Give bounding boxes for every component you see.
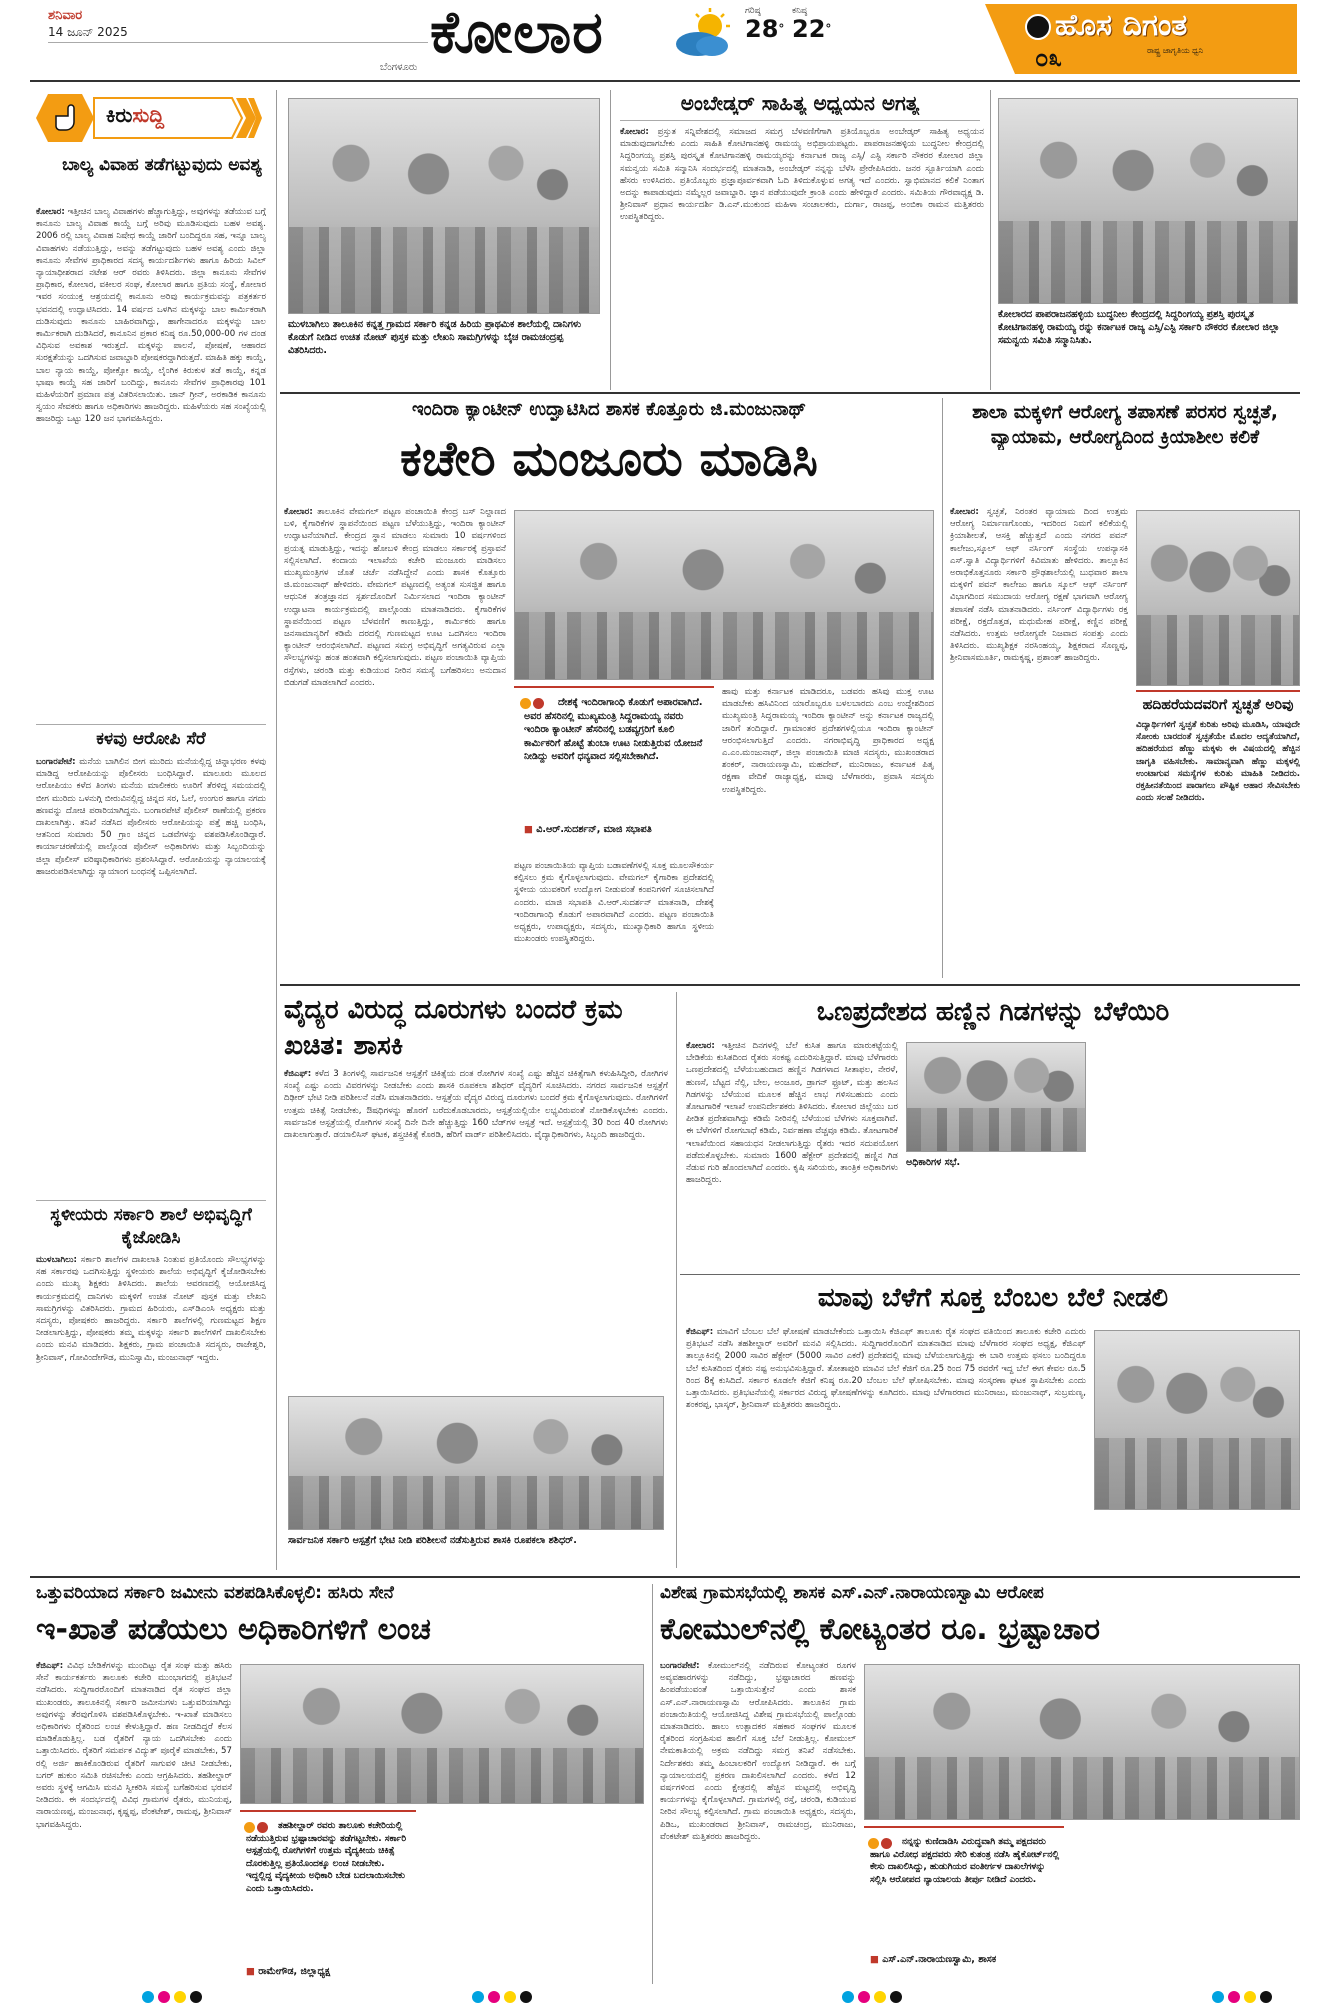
weather-max <box>745 6 785 42</box>
lancha-text: ವಿವಿಧ ಬೇಡಿಕೆಗಳನ್ನು ಮುಂದಿಟ್ಟು ರೈತ ಸಂಘ ಮತ್ತು ಹಸಿರು ಸೇನೆ ಕಾರ್ಯಕರ್ತರು ತಾಲೂಕು ಕಚೇರಿ ಮುಂಭಾಗದಲ್ಲಿ ಪ್ರತಿಭಟನೆ ನಡೆಸಿದರು. ಸುದ್ದಿಗಾರರೊಂದಿಗೆ ಮಾತನಾಡಿದ ರೈತ ಸಂಘದ ಜಿಲ್ಲಾ ಮುಖಂಡರು, ತಾಲೂಕಿನಲ್ಲಿ ಸರ್ಕಾರಿ ಜಮೀನುಗಳು ಒತ್ತುವರಿಯಾಗಿದ್ದು ಅವುಗಳನ್ನು ತೆರವುಗೊಳಿಸಿ ವಶಪಡಿಸಿಕೊಳ್ಳಬೇಕು. ಇ-ಖಾತೆ ಮಾಡಿಸಲು ಅಧಿಕಾರಿಗಳು ರೈತರಿಂದ ಲಂಚ ಕೇಳುತ್ತಿದ್ದಾರೆ. ಹಣ ನೀಡದಿದ್ದರೆ ಕೆಲಸ ಮಾಡಿಕೊಡುತ್ತಿಲ್ಲ. ಬಡ ರೈತರಿಗೆ ನ್ಯಾಯ ಒದಗಿಸಬೇಕು ಎಂದು ಒತ್ತಾಯಿಸಿದರು. ರೈತರಿಗೆ ಸಮರ್ಪಕ ವಿದ್ಯುತ್ ಪೂರೈಕೆ ಮಾಡಬೇಕು, 57 ರಲ್ಲಿ ಅರ್ಜಿ ಹಾಕಿಕೊಂಡಿರುವ ರೈತರಿಗೆ ಸಾಗುವಳಿ ಚೀಟಿ ನೀಡಬೇಕು, ಬಗರ್ ಹುಕುಂ ಸಮಿತಿ ರಚಿಸಬೇಕು ಎಂದು ಆಗ್ರಹಿಸಿದರು. ತಹಶೀಲ್ದಾರ್ ಅವರು ಸ್ಥಳಕ್ಕೆ ಆಗಮಿಸಿ ಮನವಿ ಸ್ವೀಕರಿಸಿ ಸಮಸ್ಯೆ ಬಗೆಹರಿಸುವ ಭರವಸೆ ನೀಡಿದರು. ಈ ಸಂದರ್ಭದಲ್ಲಿ ವಿವಿಧ ಗ್ರಾಮಗಳ ರೈತರು, ಮುನಿಯಪ್ಪ, ನಾರಾಯಣಪ್ಪ, ಮಂಜುನಾಥ, ಕೃಷ್ಣಪ್ಪ, ವೆಂಕಟೇಶ್, ರಾಮಪ್ಪ, ಶ್ರೀನಿವಾಸ್ ಭಾಗವಹಿಸಿದ್ದರು. <box>36 1661 232 1830</box>
sthaliya-headline: ಸ್ಥಳೀಯರು ಸರ್ಕಾರಿ ಶಾಲೆ ಅಭಿವೃದ್ಧಿಗೆ ಕೈಜೋಡಿಸಿ <box>50 1205 252 1248</box>
kacheri-quote-name: ವಿ.ಆರ್.ಸುದರ್ಶನ್, <box>536 824 601 835</box>
kacheri-text-left: ತಾಲೂಕಿನ ವೇಮಗಲ್ ಪಟ್ಟಣ ಪಂಚಾಯಿತಿ ಕೇಂದ್ರ ಬಸ್ ನಿಲ್ದಾಣದ ಬಳಿ, ಕೈಗಾರಿಕೆಗಳ ಸ್ಥಾಪನೆಯಿಂದ ಪಟ್ಟಣ ಬೆಳೆಯುತ್ತಿದ್ದು, ಇಂದಿರಾ ಕ್ಯಾಂಟೀನ್ ಉದ್ಘಾಟನೆಯಾಗಿದೆ. ಕೇಂದ್ರದ ಸ್ಥಾನ ಮಾಡಲು ಸುಮಾರು 10 ವರ್ಷಗಳಿಂದ ಪ್ರಯತ್ನ ಮಾಡುತ್ತಿದ್ದು, ಇದನ್ನು ಹೋಬಳಿ ಕೇಂದ್ರ ಮಾಡಲು ಸರ್ಕಾರಕ್ಕೆ ಪ್ರಸ್ತಾವನೆ ಸಲ್ಲಿಸಲಾಗಿದೆ. ಕಂದಾಯ ಇಲಾಖೆಯ ಕಚೇರಿ ಮಂಜೂರು ಮಾಡಿಸಲು ಮುಖ್ಯಮಂತ್ರಿಗಳ ಜೊತೆ ಚರ್ಚೆ ನಡೆಸಿದ್ದೇನೆ ಎಂದು ಶಾಸಕ ಕೊತ್ತೂರು ಜಿ.ಮಂಜುನಾಥ್ ಹೇಳಿದರು. ವೇಮಗಲ್ ಪಟ್ಟಣದಲ್ಲಿ ಅತ್ಯಂತ ಸುಸಜ್ಜಿತ ಹಾಗೂ ಆಧುನಿಕ ತಂತ್ರಜ್ಞಾನದ ಸ್ಪರ್ಶದೊಂದಿಗೆ ನಿರ್ಮಿಸಲಾದ ಇಂದಿರಾ ಕ್ಯಾಂಟೀನ್ ಉದ್ಘಾಟನಾ ಕಾರ್ಯಕ್ರಮದಲ್ಲಿ ಪಾಲ್ಗೊಂಡು ಮಾತನಾಡಿದರು. ಕೈಗಾರಿಕೆಗಳ ಸ್ಥಾಪನೆಯಿಂದ ಪಟ್ಟಣ ಬೆಳವಣಿಗೆ ಕಾಣುತ್ತಿದ್ದು, ಕಾರ್ಮಿಕರು ಹಾಗೂ ಜನಸಾಮಾನ್ಯರಿಗೆ ಕಡಿಮೆ ದರದಲ್ಲಿ ಗುಣಮಟ್ಟದ ಊಟ ಒದಗಿಸಲು ಇಂದಿರಾ ಕ್ಯಾಂಟೀನ್ ಆರಂಭಿಸಲಾಗಿದೆ. ಪಟ್ಟಣದ ಸಮಗ್ರ ಅಭಿವೃದ್ಧಿಗೆ ಅಗತ್ಯವಿರುವ ಎಲ್ಲಾ ಸೌಲಭ್ಯಗಳನ್ನು ಹಂತ ಹಂತವಾಗಿ ಕಲ್ಪಿಸಲಾಗುವುದು. ಪಟ್ಟಣ ಪಂಚಾಯಿತಿ ವ್ಯಾಪ್ತಿಯ ರಸ್ತೆಗಳು, ಚರಂಡಿ ಮತ್ತು ಕುಡಿಯುವ ನೀರಿನ ಸಮಸ್ಯೆ ಬಗೆಹರಿಸಲು ಅನುದಾನ ಬಿಡುಗಡೆ ಮಾಡಲಾಗಿದೆ ಎಂದರು. <box>284 507 506 688</box>
kirusuddi-label-a: ಕಿರು <box>106 103 133 127</box>
lancha-kicker: ಒತ್ತುವರಿಯಾದ ಸರ್ಕಾರಿ ಜಮೀನು ವಶಪಡಿಸಿಕೊಳ್ಳಲಿ: ಹಸಿರು ಸೇನೆ <box>36 1584 394 1603</box>
kalavu-text: ಮನೆಯ ಬಾಗಿಲಿನ ಬೀಗ ಮುರಿದು ಮನೆಯಲ್ಲಿದ್ದ ಚಿನ್ನಾಭರಣ ಕಳವು ಮಾಡಿದ್ದ ಆರೋಪಿಯನ್ನು ಪೊಲೀಸರು ಬಂಧಿಸಿದ್ದಾರೆ. ಮಾಲೂರು ಮೂಲದ ಆರೋಪಿಯು ಕಳೆದ ತಿಂಗಳು ಮನೆಯ ಮಾಲೀಕರು ಊರಿಗೆ ತೆರಳಿದ್ದ ಸಮಯದಲ್ಲಿ ಬೀಗ ಮುರಿದು ಒಳನುಗ್ಗಿ ಬೀರುವಿನಲ್ಲಿದ್ದ ಚಿನ್ನದ ಸರ, ಓಲೆ, ಉಂಗುರ ಹಾಗೂ ನಗದು ಹಣವನ್ನು ದೋಚಿ ಪರಾರಿಯಾಗಿದ್ದನು. ಬಂಗಾರಪೇಟೆ ಪೊಲೀಸ್ ಠಾಣೆಯಲ್ಲಿ ಪ್ರಕರಣ ದಾಖಲಾಗಿತ್ತು. ತನಿಖೆ ನಡೆಸಿದ ಪೊಲೀಸರು ಆರೋಪಿಯನ್ನು ಪತ್ತೆ ಹಚ್ಚಿ ಬಂಧಿಸಿ, ಆತನಿಂದ ಸುಮಾರು 50 ಗ್ರಾಂ ಚಿನ್ನದ ಒಡವೆಗಳನ್ನು ವಶಪಡಿಸಿಕೊಂಡಿದ್ದಾರೆ. ಕಾರ್ಯಾಚರಣೆಯಲ್ಲಿ ಪಾಲ್ಗೊಂಡ ಪೊಲೀಸ್ ಅಧಿಕಾರಿಗಳು ಮತ್ತು ಸಿಬ್ಬಂದಿಯನ್ನು ಜಿಲ್ಲಾ ಪೊಲೀಸ್ ವರಿಷ್ಠಾಧಿಕಾರಿಗಳು ಪ್ರಶಂಸಿಸಿದ್ದಾರೆ. ಆರೋಪಿಯನ್ನು ನ್ಯಾಯಾಲಯಕ್ಕೆ ಹಾಜರುಪಡಿಸಲಾಗಿದ್ದು ನ್ಯಾಯಾಂಗ ಬಂಧನಕ್ಕೆ ಒಪ್ಪಿಸಲಾಗಿದೆ. <box>36 757 266 877</box>
registration-marks-right <box>1210 1988 1274 2007</box>
hannu-caption: ಅಧಿಕಾರಿಗಳ ಸಭೆ. <box>906 1157 961 1168</box>
section-rule-1 <box>280 392 1300 394</box>
top-vrule-1 <box>610 90 611 390</box>
lancha-quote-role: ಜಿಲ್ಲಾಧ್ಯಕ್ಷ <box>300 1966 331 1977</box>
hannu-body-right <box>1094 1040 1300 1268</box>
lancha-quote <box>240 1810 416 1984</box>
masthead <box>0 0 1338 78</box>
registration-marks-left <box>140 1988 204 2007</box>
brand-banner <box>985 4 1297 74</box>
gram-sabha-photo <box>864 1664 1300 1820</box>
vaidya-body <box>284 1068 668 1390</box>
komul-text: ಕೋಮುಲ್‌ನಲ್ಲಿ ನಡೆದಿರುವ ಕೋಟ್ಯಂತರ ರೂಗಳ ಅವ್ಯವಹಾರಗಳನ್ನು ನಡೆದಿದ್ದು, ಭ್ರಷ್ಟಾಚಾರದ ಹಣವನ್ನು ಹಿಂಪಡೆಯುವಂತೆ ಒತ್ತಾಯಿಸುತ್ತೇನೆ ಎಂದು ಶಾಸಕ ಎಸ್.ಎನ್.ನಾರಾಯಣಸ್ವಾಮಿ ಆರೋಪಿಸಿದರು. ತಾಲೂಕಿನ ಗ್ರಾಮ ಪಂಚಾಯಿತಿಯಲ್ಲಿ ಆಯೋಜಿಸಿದ್ದ ವಿಶೇಷ ಗ್ರಾಮಸಭೆಯಲ್ಲಿ ಪಾಲ್ಗೊಂಡು ಮಾತನಾಡಿದರು. ಹಾಲು ಉತ್ಪಾದಕರ ಸಹಕಾರ ಸಂಘಗಳ ಮೂಲಕ ರೈತರಿಂದ ಸಂಗ್ರಹಿಸುವ ಹಾಲಿಗೆ ಸೂಕ್ತ ಬೆಲೆ ನೀಡುತ್ತಿಲ್ಲ. ಕೋಮುಲ್ ನೇಮಕಾತಿಯಲ್ಲಿ ಅಕ್ರಮ ನಡೆದಿದ್ದು ಸಮಗ್ರ ತನಿಖೆ ನಡೆಸಬೇಕು. ನಿರ್ದೇಶಕರು ತಮ್ಮ ಹಿಂಬಾಲಕರಿಗೆ ಉದ್ಯೋಗ ನೀಡಿದ್ದಾರೆ. ಈ ಬಗ್ಗೆ ನ್ಯಾಯಾಲಯದಲ್ಲಿ ಪ್ರಕರಣ ದಾಖಲಿಸಲಾಗಿದೆ ಎಂದರು. ಕಳೆದ 12 ವರ್ಷಗಳಿಂದ ಎಂದು ಕ್ಷೇತ್ರದಲ್ಲಿ ಹೆಚ್ಚಿನ ಮಟ್ಟದಲ್ಲಿ ಅಭಿವೃದ್ಧಿ ಕಾರ್ಯಗಳನ್ನು ಕೈಗೊಳ್ಳಲಾಗಿದೆ. ಗ್ರಾಮಗಳಲ್ಲಿ ರಸ್ತೆ, ಚರಂಡಿ, ಕುಡಿಯುವ ನೀರಿನ ಸೌಲಭ್ಯ ಕಲ್ಪಿಸಲಾಗಿದೆ. ಗ್ರಾಮ ಪಂಚಾಯಿತಿ ಅಧ್ಯಕ್ಷರು, ಸದಸ್ಯರು, ಪಿಡಿಒ, ಮುಖಂಡರಾದ ಶ್ರೀನಿವಾಸ್, ರಾಮಚಂದ್ರ, ಮುನಿರಾಜು, ವೆಂಕಟೇಶ್ ಮತ್ತಿತರರು ಹಾಜರಿದ್ದರು. <box>660 1661 856 1842</box>
masthead-date: 14 ಜೂನ್ 2025 <box>48 25 128 39</box>
weather-min-label: ಕನಿಷ್ಠ <box>792 6 808 16</box>
kacheri-kicker: ಇಂದಿರಾ ಕ್ಯಾಂಟೀನ್ ಉದ್ಘಾಟಿಸಿದ ಶಾಸಕ ಕೊತ್ತೂರು ಜಿ.ಮಂಜುನಾಥ್ <box>411 400 807 420</box>
kalavu-dateline: ಬಂಗಾರಪೇಟೆ: <box>36 757 76 767</box>
mavu-dateline: ಕೆಜಿಎಫ್: <box>686 1327 714 1337</box>
komul-quote <box>864 1826 1064 1984</box>
vaidya-dateline: ಕೆಜಿಎಫ್: <box>284 1069 312 1079</box>
section-rule-4 <box>30 1576 1300 1578</box>
komul-dateline: ಬಂಗಾರಪೇಟೆ: <box>660 1661 700 1671</box>
left-divider-1 <box>36 724 266 725</box>
weather-min-unit: ° <box>825 22 832 36</box>
school-donation-caption: ಮುಳಬಾಗಿಲು ತಾಲೂಕಿನ ಕನ್ನತ್ತ ಗ್ರಾಮದ ಸರ್ಕಾರಿ ಕನ್ನಡ ಹಿರಿಯ ಪ್ರಾಥಮಿಕ ಶಾಲೆಯಲ್ಲಿ ದಾನಿಗಳು ಕೊಡುಗೆ ನೀಡಿದ ಉಚಿತ ನೋಟ್ ಪುಸ್ತಕ ಮತ್ತು ಲೇಖನಿ ಸಾಮಗ್ರಿಗಳನ್ನು ಬೈಚ ರಾಮಚಂದ್ರಪ್ಪ ವಿತರಿಸಿದರು. <box>288 319 582 356</box>
lancha-body-right <box>424 1810 644 1980</box>
registration-marks-center-left <box>470 1988 534 2007</box>
kacheri-quote-role: ಮಾಜಿ ಸಭಾಪತಿ <box>603 824 652 835</box>
vaidya-headline: ವೈದ್ಯರ ವಿರುದ್ಧ ದೂರುಗಳು ಬಂದರೆ ಕ್ರಮ ಖಚಿತ: ಶಾಸಕಿ <box>284 995 623 1061</box>
hannu-body-cont <box>906 1176 1086 1268</box>
weather-max-label: ಗರಿಷ್ಠ <box>745 6 761 16</box>
komul-headline: ಕೋಮುಲ್‌ನಲ್ಲಿ ಕೋಟ್ಯಂತರ ರೂ. ಭ್ರಷ್ಟಾಚಾರ <box>660 1612 1100 1647</box>
kacheri-text-right: ಹಾವು ಮತ್ತು ಕರ್ನಾಟಕ ಮಾಡಿದರೂ, ಬಡವರು ಹಸಿವು ಮುಕ್ತ ಊಟ ಮಾಡಬೇಕು ಹಸಿವಿನಿಂದ ಯಾರೊಬ್ಬರೂ ಬಳಲಬಾರದು ಎಂಬ ಉದ್ದೇಶದಿಂದ ಮುಖ್ಯಮಂತ್ರಿ ಸಿದ್ದರಾಮಯ್ಯ ಇಂದಿರಾ ಕ್ಯಾಂಟೀನ್ ಅನ್ನು ಕರ್ನಾಟಕ ರಾಜ್ಯದಲ್ಲಿ ಜಾರಿಗೆ ತಂದಿದ್ದಾರೆ. ಗ್ರಾಮಾಂತರ ಪ್ರದೇಶಗಳಲ್ಲಿಯೂ ಇಂದಿರಾ ಕ್ಯಾಂಟೀನ್ ಆರಂಭಿಸಲಾಗುತ್ತಿದೆ ಎಂದರು. ನಗರಾಭಿವೃದ್ಧಿ ಪ್ರಾಧಿಕಾರದ ಅಧ್ಯಕ್ಷ ಎ.ಎಂ.ಮಂಜುನಾಥ್, ಜಿಲ್ಲಾ ಪಂಚಾಯಿತಿ ಮಾಜಿ ಸದಸ್ಯರು, ಮುಖಂಡರಾದ ಶಂಕರ್, ನಾರಾಯಣಸ್ವಾಮಿ, ಮಹದೇವ್, ಮುನಿರಾಜು, ಕರ್ನಾಟಕ ಪಿತೃ ರಕ್ಷಣಾ ವೇದಿಕೆ ರಾಜ್ಯಾಧ್ಯಕ್ಷ, ಮಾವು ಬೆಳೆಗಾರರು, ಪ್ರವಾಸಿ ಸದಸ್ಯರು ಉಪಸ್ಥಿತರಿದ್ದರು. <box>722 687 934 795</box>
mango-protest-photo <box>1094 1330 1300 1510</box>
hannu-body <box>686 1040 898 1268</box>
ambedkar-headline-rule <box>620 120 980 121</box>
bottom-vrule <box>652 1584 653 1984</box>
school-donation-photo <box>288 98 600 314</box>
arogya-text: ಸ್ವಚ್ಛತೆ, ನಿರಂತರ ವ್ಯಾಯಾಮ ದಿಂದ ಉತ್ತಮ ಆರೋಗ್ಯ ನಿರ್ಮಾಣಗೊಂಡು, ಇದರಿಂದ ನಿಮಗೆ ಕಲಿಕೆಯಲ್ಲಿ ಕ್ರಿಯಾಶೀಲತೆ, ಆಸಕ್ತಿ ಹೆಚ್ಚುತ್ತದೆ ಎಂದು ನಗರದ ಪವನ್ ಕಾಲೇಜು,ಸ್ಕೂಲ್ ಆಫ್ ನರ್ಸಿಂಗ್ ಸಂಸ್ಥೆಯ ಉಪನ್ಯಾಸಕಿ ಎಸ್.ಸ್ವಾತಿ ವಿದ್ಯಾರ್ಥಿಗಳಿಗೆ ಕಿವಿಮಾತು ಹೇಳಿದರು. ತಾಲ್ಲೂಕಿನ ಅರಾಭಿಕೊತ್ತನೂರು ಸರ್ಕಾರಿ ಪ್ರೌಢಶಾಲೆಯಲ್ಲಿ ಬುಧವಾರ ಶಾಲಾ ಮಕ್ಕಳಿಗೆ ಪವನ್ ಕಾಲೇಜು ಹಾಗೂ ಸ್ಕೂಲ್ ಆಫ್ ನರ್ಸಿಂಗ್ ವಿಭಾಗದಿಂದ ಸಮುದಾಯ ಆರೋಗ್ಯ ರಕ್ಷಣೆ ಭಾಗವಾಗಿ ಆರೋಗ್ಯ ತಪಾಸಣೆ ನಡೆಸಿ ಮಾತನಾಡಿದರು. ನರ್ಸಿಂಗ್ ವಿದ್ಯಾರ್ಥಿಗಳು ರಕ್ತ ಪರೀಕ್ಷೆ, ರಕ್ತದೊತ್ತಡ, ಮಧುಮೇಹ ಪರೀಕ್ಷೆ, ಕಣ್ಣಿನ ಪರೀಕ್ಷೆ ನಡೆಸಿದರು. ಉತ್ತಮ ಆರೋಗ್ಯವೇ ನಿಜವಾದ ಸಂಪತ್ತು ಎಂದು ತಿಳಿಸಿದರು. ಮುಖ್ಯಶಿಕ್ಷಕ ನರಸಿಂಹಯ್ಯ, ಶಿಕ್ಷಕರಾದ ಸೊಣ್ಣಪ್ಪ, ಶ್ರೀನಿವಾಸಮೂರ್ತಿ, ರಾಮಕೃಷ್ಣ, ಪ್ರಶಾಂತ್ ಹಾಜರಿದ್ದರು. <box>950 507 1128 664</box>
kacheri-text-mid: ಪಟ್ಟಣ ಪಂಚಾಯಿತಿಯ ವ್ಯಾಪ್ತಿಯ ಬಡಾವಣೆಗಳಲ್ಲಿ ಸೂಕ್ತ ಮೂಲಸೌಕರ್ಯ ಕಲ್ಪಿಸಲು ಕ್ರಮ ಕೈಗೊಳ್ಳಲಾಗುವುದು. ವೇಮಗಲ್ ಕೈಗಾರಿಕಾ ಪ್ರದೇಶದಲ್ಲಿ ಸ್ಥಳೀಯ ಯುವಕರಿಗೆ ಉದ್ಯೋಗ ನೀಡುವಂತೆ ಕಂಪನಿಗಳಿಗೆ ಸೂಚಿಸಲಾಗಿದೆ ಎಂದರು. ಮಾಜಿ ಸಭಾಪತಿ ವಿ.ಆರ್.ಸುದರ್ಶನ್ ಮಾತನಾಡಿ, ದೇಶಕ್ಕೆ ಇಂದಿರಾಗಾಂಧಿ ಕೊಡುಗೆ ಅಪಾರವಾಗಿದೆ ಎಂದರು. ಪಟ್ಟಣ ಪಂಚಾಯಿತಿ ಅಧ್ಯಕ್ಷರು, ಉಪಾಧ್ಯಕ್ಷರು, ಸದಸ್ಯರು, ಮುಖ್ಯಾಧಿಕಾರಿ ಹಾಗೂ ಸ್ಥಳೀಯ ಮುಖಂಡರು ಉಪಸ್ಥಿತರಿದ್ದರು. <box>514 861 714 945</box>
kacheri-headline: ಕಚೇರಿ ಮಂಜೂರು ಮಾಡಿಸಿ <box>400 431 818 487</box>
section-rule-2 <box>280 984 1300 986</box>
left-column-vrule <box>276 90 277 1570</box>
kirusuddi-badge <box>36 90 262 146</box>
mid-vrule-2 <box>676 992 677 1568</box>
brand-logo-icon <box>1025 14 1051 40</box>
weather-max-value: 28 <box>745 15 779 43</box>
kacheri-quote-text: ದೇಶಕ್ಕೆ ಇಂದಿರಾಗಾಂಧಿ ಕೊಡುಗೆ ಅಪಾರವಾಗಿದೆ. ಅವರ ಹೆಸರಿನಲ್ಲಿ ಮುಖ್ಯಮಂತ್ರಿ ಸಿದ್ದರಾಮಯ್ಯ ನವರು ಇಂದಿರಾ ಕ್ಯಾಂಟೀನ್ ಹೆಸರಿನಲ್ಲಿ ಬಡವ್ಯಗ್ರರಿಗೆ ಕೂಲಿ ಕಾರ್ಮಿಕರಿಗೆ ಹೊಟ್ಟೆ ತುಂಬಾ ಊಟ ನೀಡುತ್ತಿರುವ ಯೋಜನೆ ನೀಡಿದ್ದು ಅವರಿಗೆ ಧನ್ಯವಾದ ಸಲ್ಲಿಸಬೇಕಾಗಿದೆ. <box>524 697 703 762</box>
arogya-headline: ಶಾಲಾ ಮಕ್ಕಳಿಗೆ ಆರೋಗ್ಯ ತಪಾಸಣೆ ಪರಸರ ಸ್ವಚ್ಛತೆ, ವ್ಯಾಯಾಮ, ಆರೋಗ್ಯದಿಂದ ಕ್ರಿಯಾಶೀಲ ಕಲಿಕೆ <box>972 402 1278 448</box>
weather-max-unit: ° <box>778 22 785 36</box>
kirusuddi-text: ಇತ್ತೀಚಿನ ಬಾಲ್ಯ ವಿವಾಹಗಳು ಹೆಚ್ಚಾಗುತ್ತಿದ್ದು, ಅವುಗಳನ್ನು ತಡೆಯುವ ಬಗ್ಗೆ ಕಾನೂನು ಬಾಲ್ಯ ವಿವಾಹ ಕಾಯ್ದೆ ಬಗ್ಗೆ ಅರಿವು ಮೂಡಿಸುವುದು ಬಹಳ ಅವಶ್ಯ. 2006 ರಲ್ಲಿ ಬಾಲ್ಯ ವಿವಾಹ ನಿಷೇಧ ಕಾಯ್ದೆ ಜಾರಿಗೆ ಬಂದಿದ್ದರೂ ಸಹ, ಇನ್ನೂ ಬಾಲ್ಯ ವಿವಾಹಗಳು ನಡೆಯುತ್ತಿದ್ದು, ಅವನ್ನು ತಡೆಗಟ್ಟುವುದು ಬಹಳ ಅವಶ್ಯ ಎಂದು ಜಿಲ್ಲಾ ಕಾನೂನು ಸೇವೆಗಳ ಪ್ರಾಧಿಕಾರದ ಸದಸ್ಯ ಕಾರ್ಯದರ್ಶಿಗಳು ಹಾಗೂ ಹಿರಿಯ ಸಿವಿಲ್ ನ್ಯಾಯಾಧೀಶರಾದ ನಟೇಶ ಆರ್ ರವರು ತಿಳಿಸಿದರು. ಜಿಲ್ಲಾ ಕಾನೂನು ಸೇವೆಗಳ ಪ್ರಾಧಿಕಾರ, ಕೋಲಾರ, ವಕೀಲರ ಸಂಘ, ಕೋಲಾರ ಹಾಗೂ ಪ್ರತಿಯ ಸಂಸ್ಥೆ, ಕೋಲಾರ ಇವರ ಸಂಯುಕ್ತ ಆಶ್ರಯದಲ್ಲಿ ಕಾನೂನು ಅರಿವು ಕಾರ್ಯಕ್ರಮವನ್ನು ಪತ್ರಕರ್ತರ ಭವನದಲ್ಲಿ ಉದ್ಘಾಟಿಸಿದರು. 14 ವರ್ಷದ ಒಳಗಿನ ಮಕ್ಕಳನ್ನು ಬಾಲ ಕಾರ್ಮಿಕರಾಗಿ ದುಡಿಸುವುದು ಕಾನೂನು ಬಾಹಿರವಾಗಿದ್ದು, ಹಾಗೇನಾದರೂ ಮಕ್ಕಳನ್ನು ಬಾಲ ಕಾರ್ಮಿಕರಾಗಿ ದುಡಿಸಿದರೆ, ಕಾನೂನಿನ ಪ್ರಕಾರ ಕನಿಷ್ಠ ರೂ.50,000-00 ಗಳ ದಂಡ ವಿಧಿಸುವ ಅವಕಾಶ ಇರುತ್ತದೆ. ಮಕ್ಕಳನ್ನು ಪಾಲನೆ, ಪೋಷಣೆ, ಆಹಾರದ ಸುರಕ್ಷತೆಯನ್ನು ಒದಗಿಸುವ ಜವಾಬ್ದಾರಿ ಪೋಷಕರದ್ದಾಗಿರುತ್ತದೆ. ಮಾಹಿತಿ ಹಕ್ಕು ಕಾಯ್ದೆ, ಬಾಲ ನ್ಯಾಯ ಕಾಯ್ದೆ, ಪೋಕ್ಸೋ ಕಾಯ್ದೆ, ಲೈಂಗಿಕ ಕಿರುಕುಳ ತಡೆ ಕಾಯ್ದೆ, ಕನ್ನಡ ಭಾಷಾ ಕಾಯ್ದೆ ಸಹ ಜಾರಿಗೆ ಬಂದಿದ್ದು, ಕಾನೂನು ಸೇವೆಗಳ ಪ್ರಾಧಿಕಾರವು 101 ಮಹಿಳೆಯರಿಗೆ ಪ್ರಮಾಣ ಪತ್ರ ವಿತರಿಸಲಾಯಿತು. ಜಾನ್ ಗ್ರೀನ್, ಅರಕಾಡಿಕ ಕಾನೂನು ಸ್ವಯಂ ಸೇವಕರು ಹಾಗೂ ಅಧಿಕಾರಿಗಳು ಹಾಜರಿದ್ದರು. ಮಹಿಳೆಯರು ಸಹ ಸಂಖ್ಯೆಯಲ್ಲಿ ಹಾಜರಿದ್ದು ಒಟ್ಟು 120 ಜನ ಭಾಗವಹಿಸಿದ್ದರು. <box>36 207 266 425</box>
kirusuddi-body <box>36 206 266 718</box>
komul-kicker: ವಿಶೇಷ ಗ್ರಾಮಸಭೆಯಲ್ಲಿ ಶಾಸಕ ಎಸ್.ಎನ್.ನಾರಾಯಣಸ್ವಾಮಿ ಆರೋಪ <box>660 1584 1044 1603</box>
komul-quote-name: ಎಸ್.ಎನ್.ನಾರಾಯಣಸ್ವಾಮಿ, <box>882 1954 975 1965</box>
lancha-body <box>36 1660 232 1980</box>
arogya-box <box>1136 690 1300 976</box>
lancha-quote-name: ರಾಮೇಗೌಡ, <box>258 1966 298 1977</box>
hospital-visit-photo <box>288 1396 664 1530</box>
masthead-date-block <box>48 8 298 40</box>
masthead-bottom-rule <box>30 80 1300 82</box>
hannu-dateline: ಕೋಲಾರ: <box>686 1041 715 1051</box>
sthaliya-body <box>36 1254 266 1574</box>
komul-body-right <box>1072 1826 1300 1982</box>
weather-min <box>792 6 832 42</box>
sthaliya-dateline: ಮುಳಬಾಗಿಲು: <box>36 1255 77 1265</box>
arogya-box-body: ವಿದ್ಯಾರ್ಥಿಗಳಿಗೆ ಸ್ವಚ್ಛತೆ ಕುರಿತು ಅರಿವು ಮೂಡಿಸಿ, ಯಾವುದೇ ಸೋಂಕು ಬಾರದಂತೆ ಸ್ವಚ್ಛತೆಯೇ ಮೊದಲ ಆದ್ಯತೆಯಾಗಿದೆ, ಹದಿಹರೆಯದ ಹೆಣ್ಣು ಮಕ್ಕಳು ಈ ವಿಷಯದಲ್ಲಿ ಹೆಚ್ಚಿನ ಜಾಗೃತಿ ವಹಿಸಬೇಕು. ಸಾಮಾನ್ಯವಾಗಿ ಹೆಣ್ಣು ಮಕ್ಕಳಲ್ಲಿ ಉಂಟಾಗುವ ಸಮಸ್ಯೆಗಳ ಕುರಿತು ಮಾಹಿತಿ ನೀಡಿದರು. ರಕ್ತಹೀನತೆಯಿಂದ ಪಾರಾಗಲು ಪೌಷ್ಟಿಕ ಆಹಾರ ಸೇವಿಸಬೇಕು ಎಂದು ಸಲಹೆ ನೀಡಿದರು. <box>1136 720 1300 804</box>
kacheri-dateline: ಕೋಲಾರ: <box>284 507 313 517</box>
sthaliya-text: ಸರ್ಕಾರಿ ಶಾಲೆಗಳ ದಾಖಲಾತಿ ನಿಂತುವ ಪ್ರತಿಯೊಂದು ಸೌಲಭ್ಯಗಳನ್ನು ಸಹ ಸರ್ಕಾರವು ಒದಗಿಸುತ್ತಿದ್ದು ಸ್ಥಳೀಯರು ಶಾಲೆಯ ಅಭಿವೃದ್ಧಿಗೆ ಕೈಜೋಡಿಸಬೇಕು ಎಂದು ಮುಖ್ಯ ಶಿಕ್ಷಕರು ತಿಳಿಸಿದರು. ಶಾಲೆಯ ಆವರಣದಲ್ಲಿ ಆಯೋಜಿಸಿದ್ದ ಕಾರ್ಯಕ್ರಮದಲ್ಲಿ ದಾನಿಗಳು ಮಕ್ಕಳಿಗೆ ಉಚಿತ ನೋಟ್ ಪುಸ್ತಕ ಮತ್ತು ಲೇಖನಿ ಸಾಮಗ್ರಿಗಳನ್ನು ವಿತರಿಸಿದರು. ಗ್ರಾಮದ ಹಿರಿಯರು, ಎಸ್‌ಡಿಎಂಸಿ ಅಧ್ಯಕ್ಷರು ಮತ್ತು ಸದಸ್ಯರು, ಪೋಷಕರು ಹಾಜರಿದ್ದರು. ಸರ್ಕಾರಿ ಶಾಲೆಗಳಲ್ಲಿ ಗುಣಮಟ್ಟದ ಶಿಕ್ಷಣ ನೀಡಲಾಗುತ್ತಿದ್ದು, ಪೋಷಕರು ತಮ್ಮ ಮಕ್ಕಳನ್ನು ಸರ್ಕಾರಿ ಶಾಲೆಗಳಿಗೆ ದಾಖಲಿಸಬೇಕು ಎಂದು ಮನವಿ ಮಾಡಿದರು. ಶಿಕ್ಷಕರು, ಗ್ರಾಮ ಪಂಚಾಯಿತಿ ಸದಸ್ಯರು, ರಾಜೇಶ್ವರಿ, ಶ್ರೀನಿವಾಸ್, ಗೋವಿಂದೇಗೌಡ, ಮುನಿಸ್ವಾಮಿ, ಮಂಜುನಾಥ್ ಇದ್ದರು. <box>36 1255 266 1363</box>
kirusuddi-label-b: ಸುದ್ದಿ <box>132 103 165 127</box>
kacheri-quote <box>514 686 714 856</box>
ambedkar-body <box>620 126 984 388</box>
mavu-headline: ಮಾವು ಬೆಳೆಗೆ ಸೂಕ್ತ ಬೆಂಬಲ ಬೆಲೆ ನೀಡಲಿ <box>817 1283 1169 1313</box>
kacheri-body-mid <box>514 860 714 976</box>
ambedkar-text: ಪ್ರಸ್ತುತ ಸನ್ನಿವೇಶದಲ್ಲಿ ಸಮಾಜದ ಸಮಗ್ರ ಬೆಳವಣಿಗೆಗಾಗಿ ಪ್ರತಿಯೊಬ್ಬರೂ ಅಂಬೇಡ್ಕರ್ ಸಾಹಿತ್ಯ ಅಧ್ಯಯನ ಮಾಡುವುದಾಗಬೇಕು ಎಂದು ಸಾಹಿತಿ ಕೋಟಿಗಾನಹಳ್ಳಿ ರಾಮಯ್ಯ ಅಭಿಪ್ರಾಯಪಟ್ಟರು. ಪಾಪರಾಜನಹಳ್ಳಿಯ ಬುದ್ಧನೀಲ ಕೇಂದ್ರದಲ್ಲಿ ಸಿದ್ದರಿಂಗಯ್ಯ ಪ್ರಶಸ್ತಿ ಪುರಸ್ಕೃತ ಕೋಟಿಗಾನಹಳ್ಳಿ ರಾಮಯ್ಯರನ್ನು ಕರ್ನಾಟಕ ರಾಜ್ಯ ಎಸ್ಸಿ/ ಎಸ್ಟಿ ಸರ್ಕಾರಿ ನೌಕರರ ಕೋಲಾರ ಜಿಲ್ಲಾ ಸಮನ್ವಯ ಸಮಿತಿ ಸನ್ಮಾನಿಸಿ ಸಂದರ್ಭದಲ್ಲಿ ಮಾತನಾಡಿ, ಅಂಬೇಡ್ಕರ್ ನನ್ನನ್ನು ಬೆಳೆಸಿ ಪ್ರೇರೇಪಿಸಿದರು. ಜನರ ಸ್ಪೂರ್ತಿಯಾಗಿ ಎಂದು ಹೆಸರು ಉಳಿಸಿದರು. ಪ್ರತಿಯೊಬ್ಬರು ಪ್ರಜ್ಞಾಪೂರ್ವಕವಾಗಿ ಓದಿ ತಿಳಿದುಕೊಳ್ಳುವ ಅಗತ್ಯ ಇದೆ ಎಂದರು. ಸ್ವಾಭಿಮಾನದ ಕಲಿಕೆ ನಿಂತಾಗ ಅದನ್ನು ಕಾಪಾಡುವುದು ನಮ್ಮೆಲ್ಲರ ಜವಾಬ್ದಾರಿ. ಜ್ಞಾನ ಪಡೆಯುವುದೇ ಕ್ರಾಂತಿ ಎಂದು ಹೇಳಿದ್ದಾರೆ ಎಂದರು. ಸಮಿತಿಯ ಗೌರವಾಧ್ಯಕ್ಷ ಡಿ. ಶ್ರೀನಿವಾಸ್ ಪ್ರಧಾನ ಕಾರ್ಯದರ್ಶಿ ಡಿ.ಎನ್.ಮುಕುಂದ ಮಹಿಳಾ ಸಂಚಾಲಕರು, ದುರ್ಗಾ, ರಾಜಪ್ಪ, ಅಂಬಿಕಾ ರಾಮನ ಮತ್ತಿತರರು ಉಪಸ್ಥಿತರಿದ್ದರು. <box>620 127 984 223</box>
komul-quote-role: ಶಾಸಕ <box>978 1954 997 1965</box>
vaidya-text: ಕಳೆದ 3 ತಿಂಗಳಲ್ಲಿ ಸಾರ್ವಜನಿಕ ಆಸ್ಪತ್ರೆಗೆ ಚಿಕಿತ್ಸೆಯ ದಂತ ರೋಗಿಗಳ ಸಂಖ್ಯೆ ಎಷ್ಟು ಹೆಚ್ಚಿನ ಚಿಕಿತ್ಸೆಗಾಗಿ ಕಳುಹಿಸಿದ್ದೀರಿ, ರೋಗಿಗಳ ಸಂಖ್ಯೆ ಎಷ್ಟು ಎಂದು ವಿವರಗಳನ್ನು ನೀಡಬೇಕು ಎಂದು ಶಾಸಕಿ ರೂಪಕಲಾ ಶಶಿಧರ್ ವೈದ್ಯರಿಗೆ ಸೂಚಿಸಿದರು. ನಗರದ ಸಾರ್ವಜನಿಕ ಆಸ್ಪತ್ರೆಗೆ ದಿಢೀರ್ ಭೇಟಿ ನೀಡಿ ಪರಿಶೀಲನೆ ನಡೆಸಿ ಮಾತನಾಡಿದರು. ಆಸ್ಪತ್ರೆಯ ವೈದ್ಯರ ವಿರುದ್ಧ ದೂರುಗಳು ಬಂದರೆ ಕ್ರಮ ಕೈಗೊಳ್ಳಲಾಗುವುದು. ರೋಗಿಗಳಿಗೆ ಉತ್ತಮ ಚಿಕಿತ್ಸೆ ನೀಡಬೇಕು, ಔಷಧಿಗಳನ್ನು ಹೊರಗೆ ಬರೆದುಕೊಡಬಾರದು, ಆಸ್ಪತ್ರೆಯಲ್ಲಿಯೇ ಲಭ್ಯವಿರುವಂತೆ ನೋಡಿಕೊಳ್ಳಬೇಕು ಎಂದರು. ಸಾರ್ವಜನಿಕ ಆಸ್ಪತ್ರೆಯಲ್ಲಿ ರೋಗಿಗಳ ಸಂಖ್ಯೆ ದಿನೇ ದಿನೇ ಹೆಚ್ಚುತ್ತಿದ್ದು 160 ಬೆಡ್‌ಗಳ ಆಸ್ಪತ್ರೆ ಇದೆ. ಆಸ್ಪತ್ರೆಯಲ್ಲಿ 30 ರಿಂದ 40 ರೋಗಿಗಳು ದಾಖಲಾಗುತ್ತಾರೆ. ಡಯಾಲಿಸಿಸ್ ಘಟಕ, ಶಸ್ತ್ರಚಿಕಿತ್ಸೆ ಕೊಠಡಿ, ಹೆರಿಗೆ ವಾರ್ಡ್ ಪರಿಶೀಲಿಸಿದರು. ವೈದ್ಯಾಧಿಕಾರಿಗಳು, ಸಿಬ್ಬಂದಿ ಹಾಜರಿದ್ದರು. <box>284 1069 668 1141</box>
masthead-date-rule <box>48 42 428 43</box>
farmers-protest-photo <box>240 1664 644 1804</box>
brand-name: ಹೊಸ ದಿಗಂತ <box>1055 8 1188 43</box>
felicitation-photo <box>998 98 1298 304</box>
mavu-body <box>686 1326 1086 1568</box>
arogya-box-headline: ಹದಿಹರೆಯದವರಿಗೆ ಸ್ವಚ್ಛತೆ ಅರಿವು <box>1142 697 1294 713</box>
kalavu-body <box>36 756 266 1196</box>
weather-min-value: 22 <box>792 15 826 43</box>
kacheri-body-right <box>722 686 934 976</box>
ambedkar-dateline: ಕೋಲಾರ: <box>620 127 649 137</box>
komul-body <box>660 1660 856 1980</box>
weather-icon <box>672 8 734 60</box>
kalavu-headline: ಕಳವು ಆರೋಪಿ ಸೆರೆ <box>96 730 206 749</box>
arogya-dateline: ಕೋಲಾರ: <box>950 507 979 517</box>
page-title: ಕೋಲಾರ <box>430 0 604 66</box>
mid-vrule-1 <box>942 398 943 978</box>
hannu-text: ಇತ್ತೀಚಿನ ದಿನಗಳಲ್ಲಿ ಬೆಲೆ ಕುಸಿತ ಹಾಗೂ ಮಾರುಕಟ್ಟೆಯಲ್ಲಿ ಬೇಡಿಕೆಯ ಕುಸಿತದಿಂದ ರೈತರು ಸಂಕಷ್ಟ ಎದುರಿಸುತ್ತಿದ್ದಾರೆ. ಮಾವು ಬೆಳೆಗಾರರು ಒಣಪ್ರದೇಶದಲ್ಲಿ ಬೆಳೆಯಬಹುದಾದ ಹಣ್ಣಿನ ಗಿಡಗಳಾದ ಸೀತಾಫಲ, ನೇರಳೆ, ಹುಣಸೆ, ಬೆಟ್ಟದ ನೆಲ್ಲಿ, ಬೇಲ, ಅಂಜೂರ, ಡ್ರಾಗನ್ ಫ್ರೂಟ್, ಮತ್ತು ಹಲಸಿನ ಗಿಡಗಳನ್ನು ಬೆಳೆಯುವ ಮೂಲಕ ಹೆಚ್ಚಿನ ಲಾಭ ಗಳಿಸಬಹುದು ಎಂದು ತೋಟಗಾರಿಕೆ ಇಲಾಖೆ ಉಪನಿರ್ದೇಶಕರು ತಿಳಿಸಿದರು. ಕೋಲಾರ ಜಿಲ್ಲೆಯು ಬರ ಪೀಡಿತ ಪ್ರದೇಶವಾಗಿದ್ದು ಕಡಿಮೆ ನೀರಿನಲ್ಲಿ ಬೆಳೆಯುವ ಬೆಳೆಗಳು ಸೂಕ್ತವಾಗಿವೆ. ಈ ಬೆಳೆಗಳಿಗೆ ರೋಗಬಾಧೆ ಕಡಿಮೆ, ನಿರ್ವಹಣಾ ವೆಚ್ಚವೂ ಕಡಿಮೆ. ತೋಟಗಾರಿಕೆ ಇಲಾಖೆಯಿಂದ ಸಹಾಯಧನ ನೀಡಲಾಗುತ್ತಿದ್ದು ರೈತರು ಇದರ ಸದುಪಯೋಗ ಪಡೆದುಕೊಳ್ಳಬೇಕು. ಸುಮಾರು 1600 ಹೆಕ್ಟೇರ್ ಪ್ರದೇಶದಲ್ಲಿ ಹಣ್ಣಿನ ಗಿಡ ನೆಡುವ ಗುರಿ ಹೊಂದಲಾಗಿದೆ ಎಂದರು. ಕೃಷಿ ಸಖಿಯರು, ತಾಂತ್ರಿಕ ಅಧಿಕಾರಿಗಳು ಹಾಜರಿದ್ದರು. <box>686 1041 898 1186</box>
brand-tagline: ರಾಷ್ಟ್ರ ಜಾಗೃತಿಯ ಧ್ವನಿ <box>1147 46 1204 55</box>
registration-marks-center-right <box>840 1988 904 2007</box>
masthead-city-edition: ಬೆಂಗಳೂರು <box>380 62 418 73</box>
hannu-headline: ಒಣಪ್ರದೇಶದ ಹಣ್ಣಿನ ಗಿಡಗಳನ್ನು ಬೆಳೆಯಿರಿ <box>816 997 1170 1027</box>
komul-quote-text: ನನ್ನನ್ನು ಕುಣಿದಾಡಿಸಿ ವಿರುದ್ಧವಾಗಿ ತಮ್ಮ ಪಕ್ಷದವರು ಹಾಗೂ ವಿರೋಧ ಪಕ್ಷದವರು ಸೇರಿ ಕುತಂತ್ರ ನಡೆಸಿ ಹೈಕೋರ್ಟ್‌ನಲ್ಲಿ ಕೇಸು ದಾಖಲಿಸಿದ್ದು, ಹುಡುಗಿಯರ ವಂತೀರ್ಗಳ ದಾಖಲೆಗಳನ್ನು ಸಲ್ಲಿಸಿ ಆರೋಪದ ನ್ಯಾಯಾಲಯ ತೀರ್ಪು ನೀಡಿದೆ ಎಂದರು. <box>870 1837 1060 1885</box>
kirusuddi-dateline: ಕೋಲಾರ: <box>36 207 65 217</box>
mavu-text: ಮಾವಿಗೆ ಬೆಂಬಲ ಬೆಲೆ ಘೋಷಣೆ ಮಾಡಬೇಕೆಂದು ಒತ್ತಾಯಿಸಿ ಕೆಜಿಎಫ್ ತಾಲೂಕು ರೈತ ಸಂಘದ ವತಿಯಿಂದ ತಾಲೂಕು ಕಚೇರಿ ಎದುರು ಪ್ರತಿಭಟನೆ ನಡೆಸಿ ತಹಶೀಲ್ದಾರ್ ಅವರಿಗೆ ಮನವಿ ಸಲ್ಲಿಸಿದರು. ಸುದ್ದಿಗಾರರೊಂದಿಗೆ ಮಾತನಾಡಿದ ಮಾವು ಬೆಳೆಗಾರರ ಸಂಘದ ಅಧ್ಯಕ್ಷ, ಕೆಜಿಎಫ್ ತಾಲ್ಲೂಕಿನಲ್ಲಿ 2000 ಸಾವಿರ ಹೆಕ್ಟೇರ್ (5000 ಸಾವಿರ ಎಕರೆ) ಪ್ರದೇಶದಲ್ಲಿ ಮಾವು ಬೆಳೆಯಲಾಗುತ್ತಿದ್ದು ಈ ಬಾರಿ ಉತ್ತಮ ಫಸಲು ಬಂದಿದ್ದರೂ ಬೆಲೆ ಕುಸಿತದಿಂದ ರೈತರು ನಷ್ಟ ಅನುಭವಿಸುತ್ತಿದ್ದಾರೆ. ತೋತಾಪುರಿ ಮಾವಿನ ಬೆಲೆ ಕೆಜಿಗೆ ರೂ.25 ರಿಂದ 75 ರವರೆಗೆ ಇದ್ದ ಬೆಲೆ ಈಗ ಕೇವಲ ರೂ.5 ರಿಂದ 8ಕ್ಕೆ ಕುಸಿದಿದೆ. ಸರ್ಕಾರ ಕೂಡಲೇ ಕೆಜಿಗೆ ಕನಿಷ್ಠ ರೂ.20 ಬೆಂಬಲ ಬೆಲೆ ಘೋಷಿಸಬೇಕು. ಮಾವು ಸಂಸ್ಕರಣಾ ಘಟಕ ಸ್ಥಾಪಿಸಬೇಕು ಎಂದು ಒತ್ತಾಯಿಸಿದರು. ಪ್ರತಿಭಟನೆಯಲ್ಲಿ ಸರ್ಕಾರದ ವಿರುದ್ಧ ಘೋಷಣೆಗಳನ್ನು ಕೂಗಿದರು. ಮಾವು ಬೆಳೆಗಾರರಾದ ಮುನಿರಾಜು, ಮಂಜುನಾಥ್, ಸುಬ್ರಮಣ್ಯ, ಶಂಕರಪ್ಪ, ಭಾಸ್ಕರ್, ಶ್ರೀನಿವಾಸ್ ಮತ್ತಿತರರು ಹಾಜರಿದ್ದರು. <box>686 1327 1086 1411</box>
canteen-inauguration-photo <box>514 510 934 680</box>
health-checkup-photo <box>1136 510 1300 686</box>
left-divider-2 <box>36 1200 266 1201</box>
top-vrule-2 <box>990 90 991 390</box>
masthead-day: ಶನಿವಾರ <box>48 8 83 23</box>
lancha-dateline: ಕೆಜಿಎಫ್: <box>36 1661 64 1671</box>
section-rule-3 <box>680 1274 1300 1275</box>
ambedkar-headline: ಅಂಬೇಡ್ಕರ್ ಸಾಹಿತ್ಯ ಅಧ್ಯಯನ ಅಗತ್ಯ <box>680 92 920 115</box>
page-number: ೦೩ <box>1035 44 1062 72</box>
kacheri-body-left <box>284 506 506 976</box>
felicitation-caption: ಕೋಲಾರದ ಪಾಪರಾಜನಹಳ್ಳಿಯ ಬುದ್ಧನೀಲ ಕೇಂದ್ರದಲ್ಲಿ ಸಿದ್ದರಿಂಗಯ್ಯ ಪ್ರಶಸ್ತಿ ಪುರಸ್ಕೃತ ಕೋಟಿಗಾನಹಳ್ಳಿ ರಾಮಯ್ಯ ರನ್ನು ಕರ್ನಾಟಕ ರಾಜ್ಯ ಎಸ್ಸಿ/ಎಸ್ಟಿ ಸರ್ಕಾರಿ ನೌಕರರ ಕೋಲಾರ ಜಿಲ್ಲಾ ಸಮನ್ವಯ ಸಮಿತಿ ಸನ್ಮಾನಿಸಿತು. <box>998 309 1280 346</box>
arogya-body <box>950 506 1128 976</box>
lancha-quote-text: ತಹಶೀಲ್ದಾರ್ ರವರು ತಾಲೂಕು ಕಚೇರಿಯಲ್ಲಿ ನಡೆಯುತ್ತಿರುವ ಭ್ರಷ್ಟಾಚಾರವನ್ನು ತಡೆಗಟ್ಟಬೇಕು. ಸರ್ಕಾರಿ ಆಸ್ಪತ್ರೆಯಲ್ಲಿ ರೋಗಿಗಳಿಗೆ ಉತ್ತಮ ವೈದ್ಯಕೀಯ ಚಿಕಿತ್ಸೆ ದೊರಕುತ್ತಿಲ್ಲ ಪ್ರತಿಯೊಂದಕ್ಕೂ ಲಂಚ ನೀಡಬೇಕು. ಇದ್ದಲ್ಲಿದ್ದ ವೈದ್ಯಕೀಯ ಅಧಿಕಾರಿ ಬೇಡ ಬದಲಾಯಿಸಬೇಕು ಎಂದು ಒತ್ತಾಯಿಸಿದರು. <box>246 1821 407 1894</box>
lancha-headline: ಇ-ಖಾತೆ ಪಡೆಯಲು ಅಧಿಕಾರಿಗಳಿಗೆ ಲಂಚ <box>36 1612 431 1647</box>
vaidya-caption: ಸಾರ್ವಜನಿಕ ಸರ್ಕಾರಿ ಆಸ್ಪತ್ರೆಗೆ ಭೇಟಿ ನೀಡಿ ಪರಿಶೀಲನೆ ನಡೆಸುತ್ತಿರುವ ಶಾಸಕಿ ರೂಪಕಲಾ ಶಶಿಧರ್. <box>288 1535 577 1546</box>
officials-meeting-photo <box>906 1042 1086 1152</box>
hand-pointing-icon <box>52 104 78 132</box>
kirusuddi-headline: ಬಾಲ್ಯ ವಿವಾಹ ತಡೆಗಟ್ಟುವುದು ಅವಶ್ಯ <box>62 155 262 175</box>
